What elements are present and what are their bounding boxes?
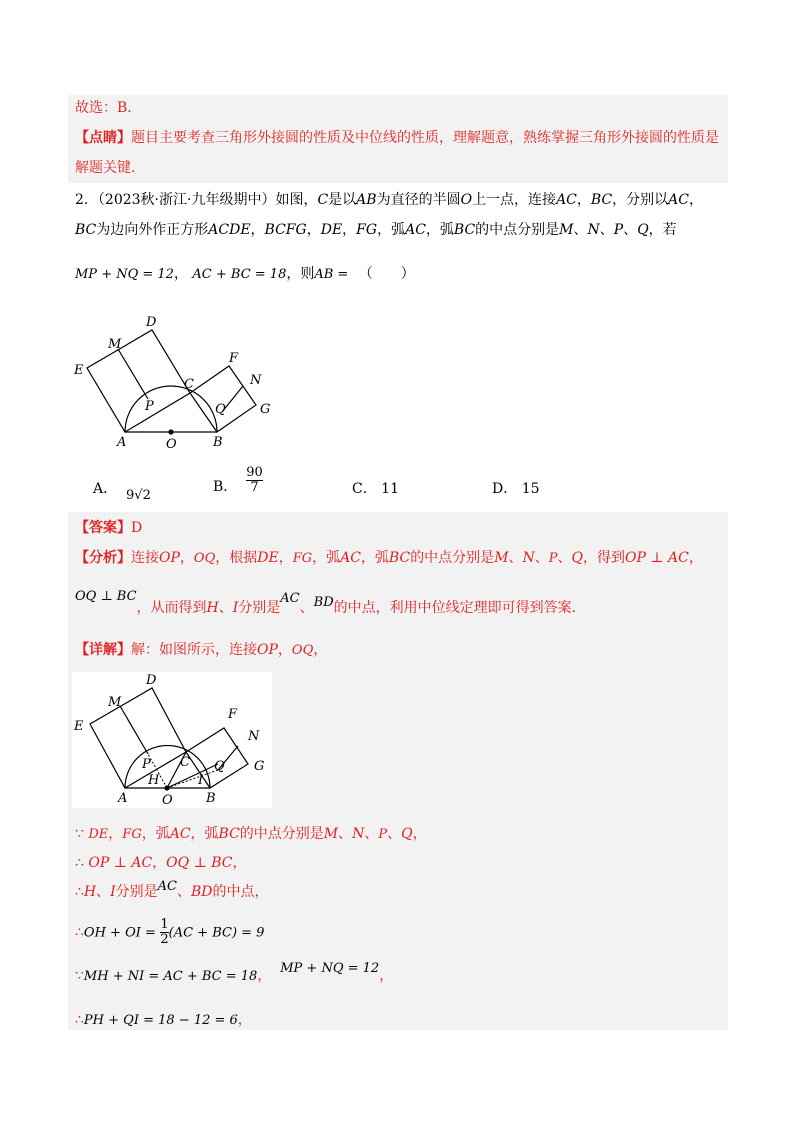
- svg-text:H: H: [148, 773, 160, 788]
- analysis-line-2: OQ ⊥ BC，从而得到H、I分别是AC、BD的中点，利用中位线定理即可得到答案．: [75, 589, 586, 616]
- option-c: C． 11: [352, 481, 399, 497]
- svg-text:F: F: [228, 707, 238, 722]
- solution-figure: [72, 672, 272, 808]
- svg-text:M: M: [108, 695, 122, 710]
- comment-line-1: [75, 128, 719, 148]
- svg-text:I: I: [198, 773, 204, 788]
- question-line-1: 2．（2023秋·浙江·九年级期中）如图，C是以AB为直径的半圆O上一点，连接AC，BC，分别以AC，: [75, 192, 703, 208]
- svg-text:P: P: [142, 757, 151, 772]
- comment-line-2: 解题关键．: [75, 160, 145, 176]
- detail-step-6: ∴PH + QI = 18 − 12 = 6，: [75, 1012, 252, 1028]
- svg-text:N: N: [248, 729, 260, 744]
- label-m: M: [108, 337, 122, 352]
- label-g: G: [260, 402, 271, 417]
- detail-step-1: ∵ DE，FG，弧AC，弧BC的中点分别是M、N、P、Q，: [75, 826, 427, 842]
- label-b: B: [213, 435, 223, 450]
- svg-text:O: O: [162, 793, 173, 808]
- option-a: A． 9√2: [93, 481, 151, 503]
- label-d: D: [146, 315, 157, 330]
- label-c: C: [184, 377, 194, 392]
- svg-text:Q: Q: [214, 759, 225, 774]
- square-acde: [87, 330, 190, 432]
- label-p: P: [145, 399, 154, 414]
- question-line-2: BC为边向外作正方形ACDE，BCFG，DE，FG，弧AC，弧BC的中点分别是M、N、P、Q，若: [75, 222, 677, 238]
- detail-intro-line: 【详解】解：如图所示，连接OP，OQ，: [75, 642, 328, 658]
- square-bcfg: [190, 366, 256, 432]
- segment-mp: [118, 349, 148, 399]
- svg-text:C: C: [180, 755, 190, 770]
- label-n: N: [250, 373, 262, 388]
- svg-text:B: B: [206, 791, 216, 806]
- detail-step-4: ∴OH + OI = $\frac{1}{2}$ (AC + BC) = 9: [75, 917, 265, 947]
- detail-step-5: ∵MH + NI = AC + BC = 18， MP + NQ = 12，: [75, 961, 394, 984]
- label-e: E: [74, 363, 84, 378]
- previous-choice: 故选：B．: [75, 100, 142, 116]
- comment-text-1: 题目主要考查三角形外接圆的性质及中位线的性质，理解题意，熟练掌握三角形外接圆的性质是: [131, 130, 719, 146]
- label-q: Q: [215, 402, 226, 417]
- question-figure: [72, 312, 282, 457]
- option-d: D． 15: [492, 481, 540, 497]
- detail-step-2: ∴ OP ⊥ AC，OQ ⊥ BC，: [75, 855, 247, 871]
- svg-text:D: D: [146, 673, 157, 688]
- center-point-o: [168, 429, 173, 434]
- label-o: O: [166, 437, 177, 452]
- label-a: A: [117, 435, 127, 450]
- svg-text:E: E: [74, 719, 84, 734]
- answer-line: 【答案】D: [75, 520, 143, 536]
- detail-step-3: ∴H、I分别是AC、BD的中点，: [75, 879, 269, 900]
- question-line-3: MP + NQ = 12， AC + BC = 18，则AB = （ ）: [75, 266, 415, 282]
- option-b: B． $\frac{90}{7}$: [213, 465, 263, 495]
- svg-text:A: A: [118, 791, 128, 806]
- semicircle: [125, 386, 217, 432]
- comment-tag: 【点睛】: [75, 130, 131, 146]
- analysis-line-1: 【分析】连接OP，OQ，根据DE，FG，弧AC，弧BC的中点分别是M、N、P、Q，得到OP ⊥ AC，: [75, 550, 703, 566]
- label-f: F: [229, 351, 239, 366]
- svg-text:G: G: [254, 759, 265, 774]
